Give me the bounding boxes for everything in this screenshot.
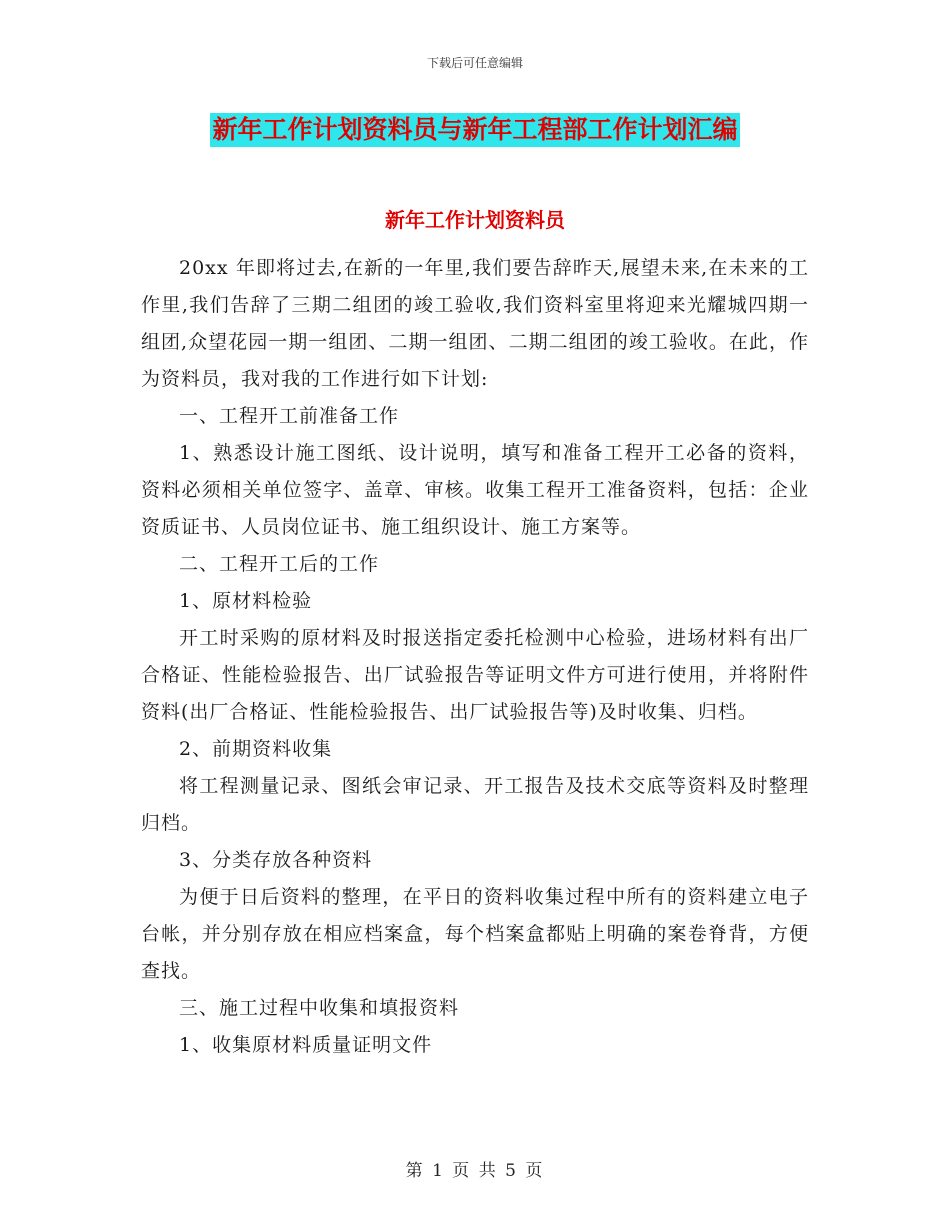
paragraph: 三、施工过程中收集和填报资料 <box>179 997 460 1019</box>
page-indicator: 第 1 页 共 5 页 <box>405 1161 545 1181</box>
paragraph: 二、工程开工后的工作 <box>179 553 380 575</box>
header-note: 下载后可任意编辑 <box>426 56 523 70</box>
paragraph: 1、原材料检验 <box>179 590 313 612</box>
section-title: 新年工作计划资料员 <box>385 208 565 232</box>
paragraph: 为便于日后资料的整理，在平日的资料收集过程中所有的资料建立电子台帐，并分别存放在相应档案盒，每个档案盒都贴上明确的案卷脊背，方便查找。 <box>141 886 809 982</box>
paragraph: 3、分类存放各种资料 <box>179 849 373 871</box>
main-title-container <box>0 113 950 147</box>
paragraph: 开工时采购的原材料及时报送指定委托检测中心检验，进场材料有出厂合格证、性能检验报告、出厂试验报告等证明文件方可进行使用，并将附件资料(出厂合格证、性能检验报告、出厂试验报告等)及时收集、归档。 <box>141 627 809 723</box>
paragraph: 1、收集原材料质量证明文件 <box>179 1034 433 1056</box>
main-title: 新年工作计划资料员与新年工程部工作计划汇编 <box>210 113 739 147</box>
paragraph: 20xx 年即将过去,在新的一年里,我们要告辞昨天,展望未来,在未来的工作里,我们告辞了三期二组团的竣工验收,我们资料室里将迎来光耀城四期一组团,众望花园一期一组团、二期一组团、二期二组团的竣工验收。在此，作为资料员，我对我的工作进行如下计划: <box>141 257 809 390</box>
paragraph: 1、熟悉设计施工图纸、设计说明，填写和准备工程开工必备的资料，资料必须相关单位签字、盖章、审核。收集工程开工准备资料，包括：企业资质证书、人员岗位证书、施工组织设计、施工方案等。 <box>141 442 809 538</box>
paragraph: 2、前期资料收集 <box>179 738 333 760</box>
document-body <box>141 250 809 1064</box>
paragraph: 一、工程开工前准备工作 <box>179 405 400 427</box>
paragraph: 将工程测量记录、图纸会审记录、开工报告及技术交底等资料及时整理归档。 <box>141 775 809 834</box>
